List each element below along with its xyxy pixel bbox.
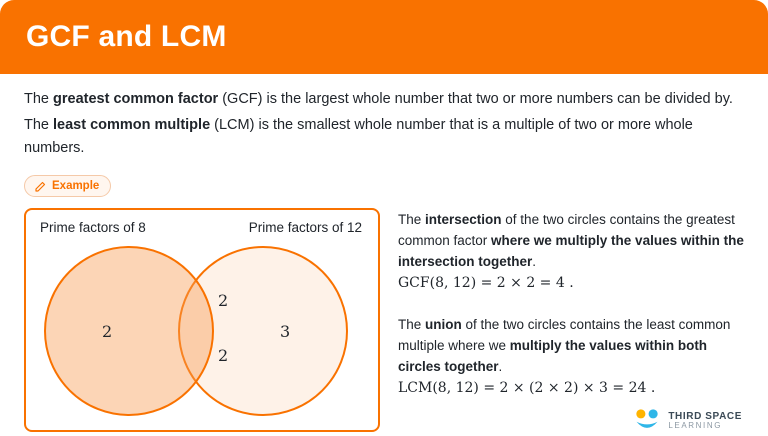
- explanation-intersection-emphasis: where we multiply the values within the intersection together: [398, 233, 744, 270]
- example-badge: [24, 175, 111, 197]
- logo-text: [668, 411, 742, 431]
- logo-line-1: THIRD SPACE: [668, 410, 742, 422]
- page-title: GCF and LCM: [26, 20, 227, 53]
- explanation-union-emphasis: multiply the values within both circles together: [398, 337, 708, 374]
- explanation-intersection-c: of the two circles contains the greatest common factor: [398, 212, 735, 249]
- definition-gcf-term: greatest common factor: [53, 91, 219, 107]
- content-row: [24, 208, 744, 432]
- venn-diagram: [24, 208, 380, 432]
- definition-gcf-post: (GCF) is the largest whole number that two or more numbers can be divided by.: [218, 91, 733, 107]
- definition-lcm-term: least common multiple: [53, 117, 211, 134]
- explanation-intersection-d: .: [532, 254, 537, 270]
- explanation-union-c: of the two circles contains the least common multiple where we: [398, 316, 731, 353]
- venn-circle-left: [44, 246, 214, 416]
- logo-mark-icon: [633, 406, 661, 434]
- explanation-intersection: [398, 210, 744, 294]
- venn-value-intersection-bottom: 2: [218, 346, 229, 366]
- page-header: [0, 0, 768, 74]
- example-badge-label: Example: [52, 180, 100, 193]
- definition-lcm-pre: The: [24, 117, 54, 134]
- pencil-icon: [34, 180, 46, 192]
- lcm-equation: LCM(8, 12) = 2 × (2 × 2) × 3 = 24 .: [398, 379, 656, 396]
- logo-line-2: LEARNING: [668, 420, 723, 430]
- venn-value-right-only: 3: [280, 322, 291, 342]
- definition-lcm: [24, 114, 744, 159]
- brand-logo: [633, 406, 742, 434]
- definition-gcf: [24, 88, 744, 110]
- explanation-union-d: .: [498, 358, 503, 374]
- venn-left-label: Prime factors of 8: [40, 220, 146, 236]
- venn-value-left-only: 2: [102, 322, 113, 342]
- definition-gcf-pre: The: [24, 91, 54, 107]
- explanation-intersection-a: The: [398, 212, 426, 228]
- venn-value-intersection-top: 2: [218, 291, 229, 311]
- gcf-equation: GCF(8, 12) = 2 × 2 = 4 .: [398, 275, 574, 292]
- explanation-intersection-term: intersection: [425, 212, 502, 228]
- definition-lcm-post: (LCM) is the smallest whole number that is a multiple of two or more whole numbers.: [24, 117, 693, 156]
- explanation-union-term: union: [425, 316, 462, 332]
- explanation-column: [398, 208, 744, 432]
- venn-right-label: Prime factors of 12: [248, 220, 362, 236]
- page-body: [0, 74, 768, 432]
- explanation-union: [398, 315, 744, 399]
- explanation-union-a: The: [398, 316, 426, 332]
